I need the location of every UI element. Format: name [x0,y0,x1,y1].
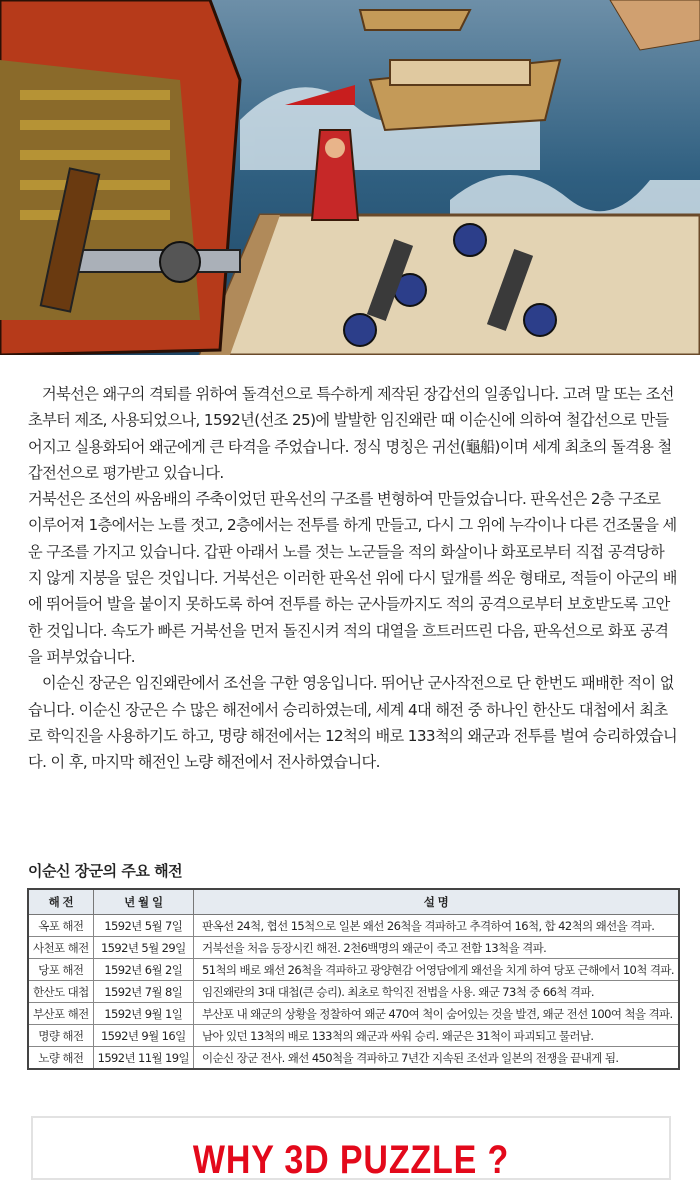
battle-description: 부산포 내 왜군의 상황을 정찰하여 왜군 470여 척이 숨어있는 것을 발견, 왜군 전선 100여 척을 격파. [193,1003,678,1025]
section-heading: WHY 3D PUZZLE ? [192,1138,510,1182]
battle-date: 1592년 9월 16일 [93,1025,193,1047]
battle-date: 1592년 7월 8일 [93,981,193,1003]
table-header-row [28,889,679,915]
battle-date: 1592년 5월 7일 [93,915,193,937]
battle-name: 옥포 해전 [28,915,93,937]
battle-name: 사천포 해전 [28,937,93,959]
paragraph-turtle-ship-structure: 거북선은 조선의 싸움배의 주축이었던 판옥선의 구조를 변형하여 만들었습니다. 판옥선은 2층 구조로 이루어져 1층에서는 노를 젓고, 2층에서는 전투를 하게 만들고, 다시 그 위에 누각이나 다른 건조물을 세운 구조를 가지고 있습니다. 갑판 아래서 노를 젓는 노군들을 적의 화살이나 화포로부터 직접 공격당하지 않게 지붕을 덮은 것입니다. 거북선은 이러한 판옥선 위에 다시 덮개를 씌운 형태로, 적들이 아군의 배에 뛰어들어 발을 붙이지 못하도록 하여 전투를 하는 군사들까지도 적의 공격으로부터 보호받도록 고안한 것입니다. 속도가 빠른 거북선을 먼저 돌진시켜 적의 대열을 흐트러뜨린 다음, 판옥선으로 화포 공격을 퍼부었습니다. [28,490,677,666]
why-3d-puzzle-section [31,1116,671,1180]
table-row [28,1047,679,1070]
article-body [28,381,678,775]
table-row [28,959,679,981]
battle-name: 명량 해전 [28,1025,93,1047]
table-row [28,915,679,937]
header-battle: 해 전 [28,889,93,915]
battle-description: 51척의 배로 왜선 26척을 격파하고 광양현감 어영담에게 왜선을 치게 하여 당포 근해에서 10척 격파. [193,959,678,981]
table-title: 이순신 장군의 주요 해전 [28,862,183,880]
battle-date: 1592년 6월 2일 [93,959,193,981]
table-row [28,981,679,1003]
paragraph-yi-sun-sin: 이순신 장군은 임진왜란에서 조선을 구한 영웅입니다. 뛰어난 군사작전으로 단 한번도 패배한 적이 없습니다. 이순신 장군은 수 많은 해전에서 승리하였는데, 세계 4대 해전 중 하나인 한산도 대첩에서 최초로 학익진을 사용하기도 하고, 명량 해전에서는 12척의 배로 133척의 왜군과 전투를 벌여 승리하였습니다. 이 후, 마지막 해전인 노량 해전에서 전사하였습니다. [28,674,678,772]
battle-description: 판옥선 24척, 협선 15척으로 일본 왜선 26척을 격파하고 추격하여 16척, 합 42척의 왜선을 격파. [193,915,678,937]
battle-date: 1592년 9월 1일 [93,1003,193,1025]
table-row [28,1025,679,1047]
battle-description: 거북선을 처음 등장시킨 해전. 2천6백명의 왜군이 죽고 전함 13척을 격파. [193,937,678,959]
battle-description: 남아 있던 13척의 배로 133척의 왜군과 싸워 승리. 왜군은 31척이 파괴되고 물러남. [193,1025,678,1047]
header-description: 설 명 [193,889,678,915]
battles-table [27,888,680,1070]
paragraph-turtle-ship-intro: 거북선은 왜구의 격퇴를 위하여 돌격선으로 특수하게 제작된 장갑선의 일종입니다. 고려 말 또는 조선초부터 제조, 사용되었으나, 1592년(선조 25)에 발발한 임진왜란 때 이순신에 의하여 철갑선으로 만들어지고 실용화되어 왜군에게 큰 타격을 주었습니다. 정식 명칭은 귀선(龜船)이며 세계 최초의 돌격용 철갑전선으로 평가받고 있습니다. [28,385,674,482]
battle-description: 임진왜란의 3대 대첩(큰 승리). 최초로 학익진 전법을 사용. 왜군 73척 중 66척 격파. [193,981,678,1003]
battle-name: 노량 해전 [28,1047,93,1070]
header-date: 년 월 일 [93,889,193,915]
battle-name: 당포 해전 [28,959,93,981]
table-row [28,1003,679,1025]
battle-date: 1592년 5월 29일 [93,937,193,959]
battle-date: 1592년 11월 19일 [93,1047,193,1070]
naval-battle-illustration [0,0,700,355]
table-row [28,937,679,959]
battle-name: 부산포 해전 [28,1003,93,1025]
battle-description: 이순신 장군 전사. 왜선 450척을 격파하고 7년간 지속된 조선과 일본의 전쟁을 끝내게 됨. [193,1047,678,1070]
battle-name: 한산도 대첩 [28,981,93,1003]
